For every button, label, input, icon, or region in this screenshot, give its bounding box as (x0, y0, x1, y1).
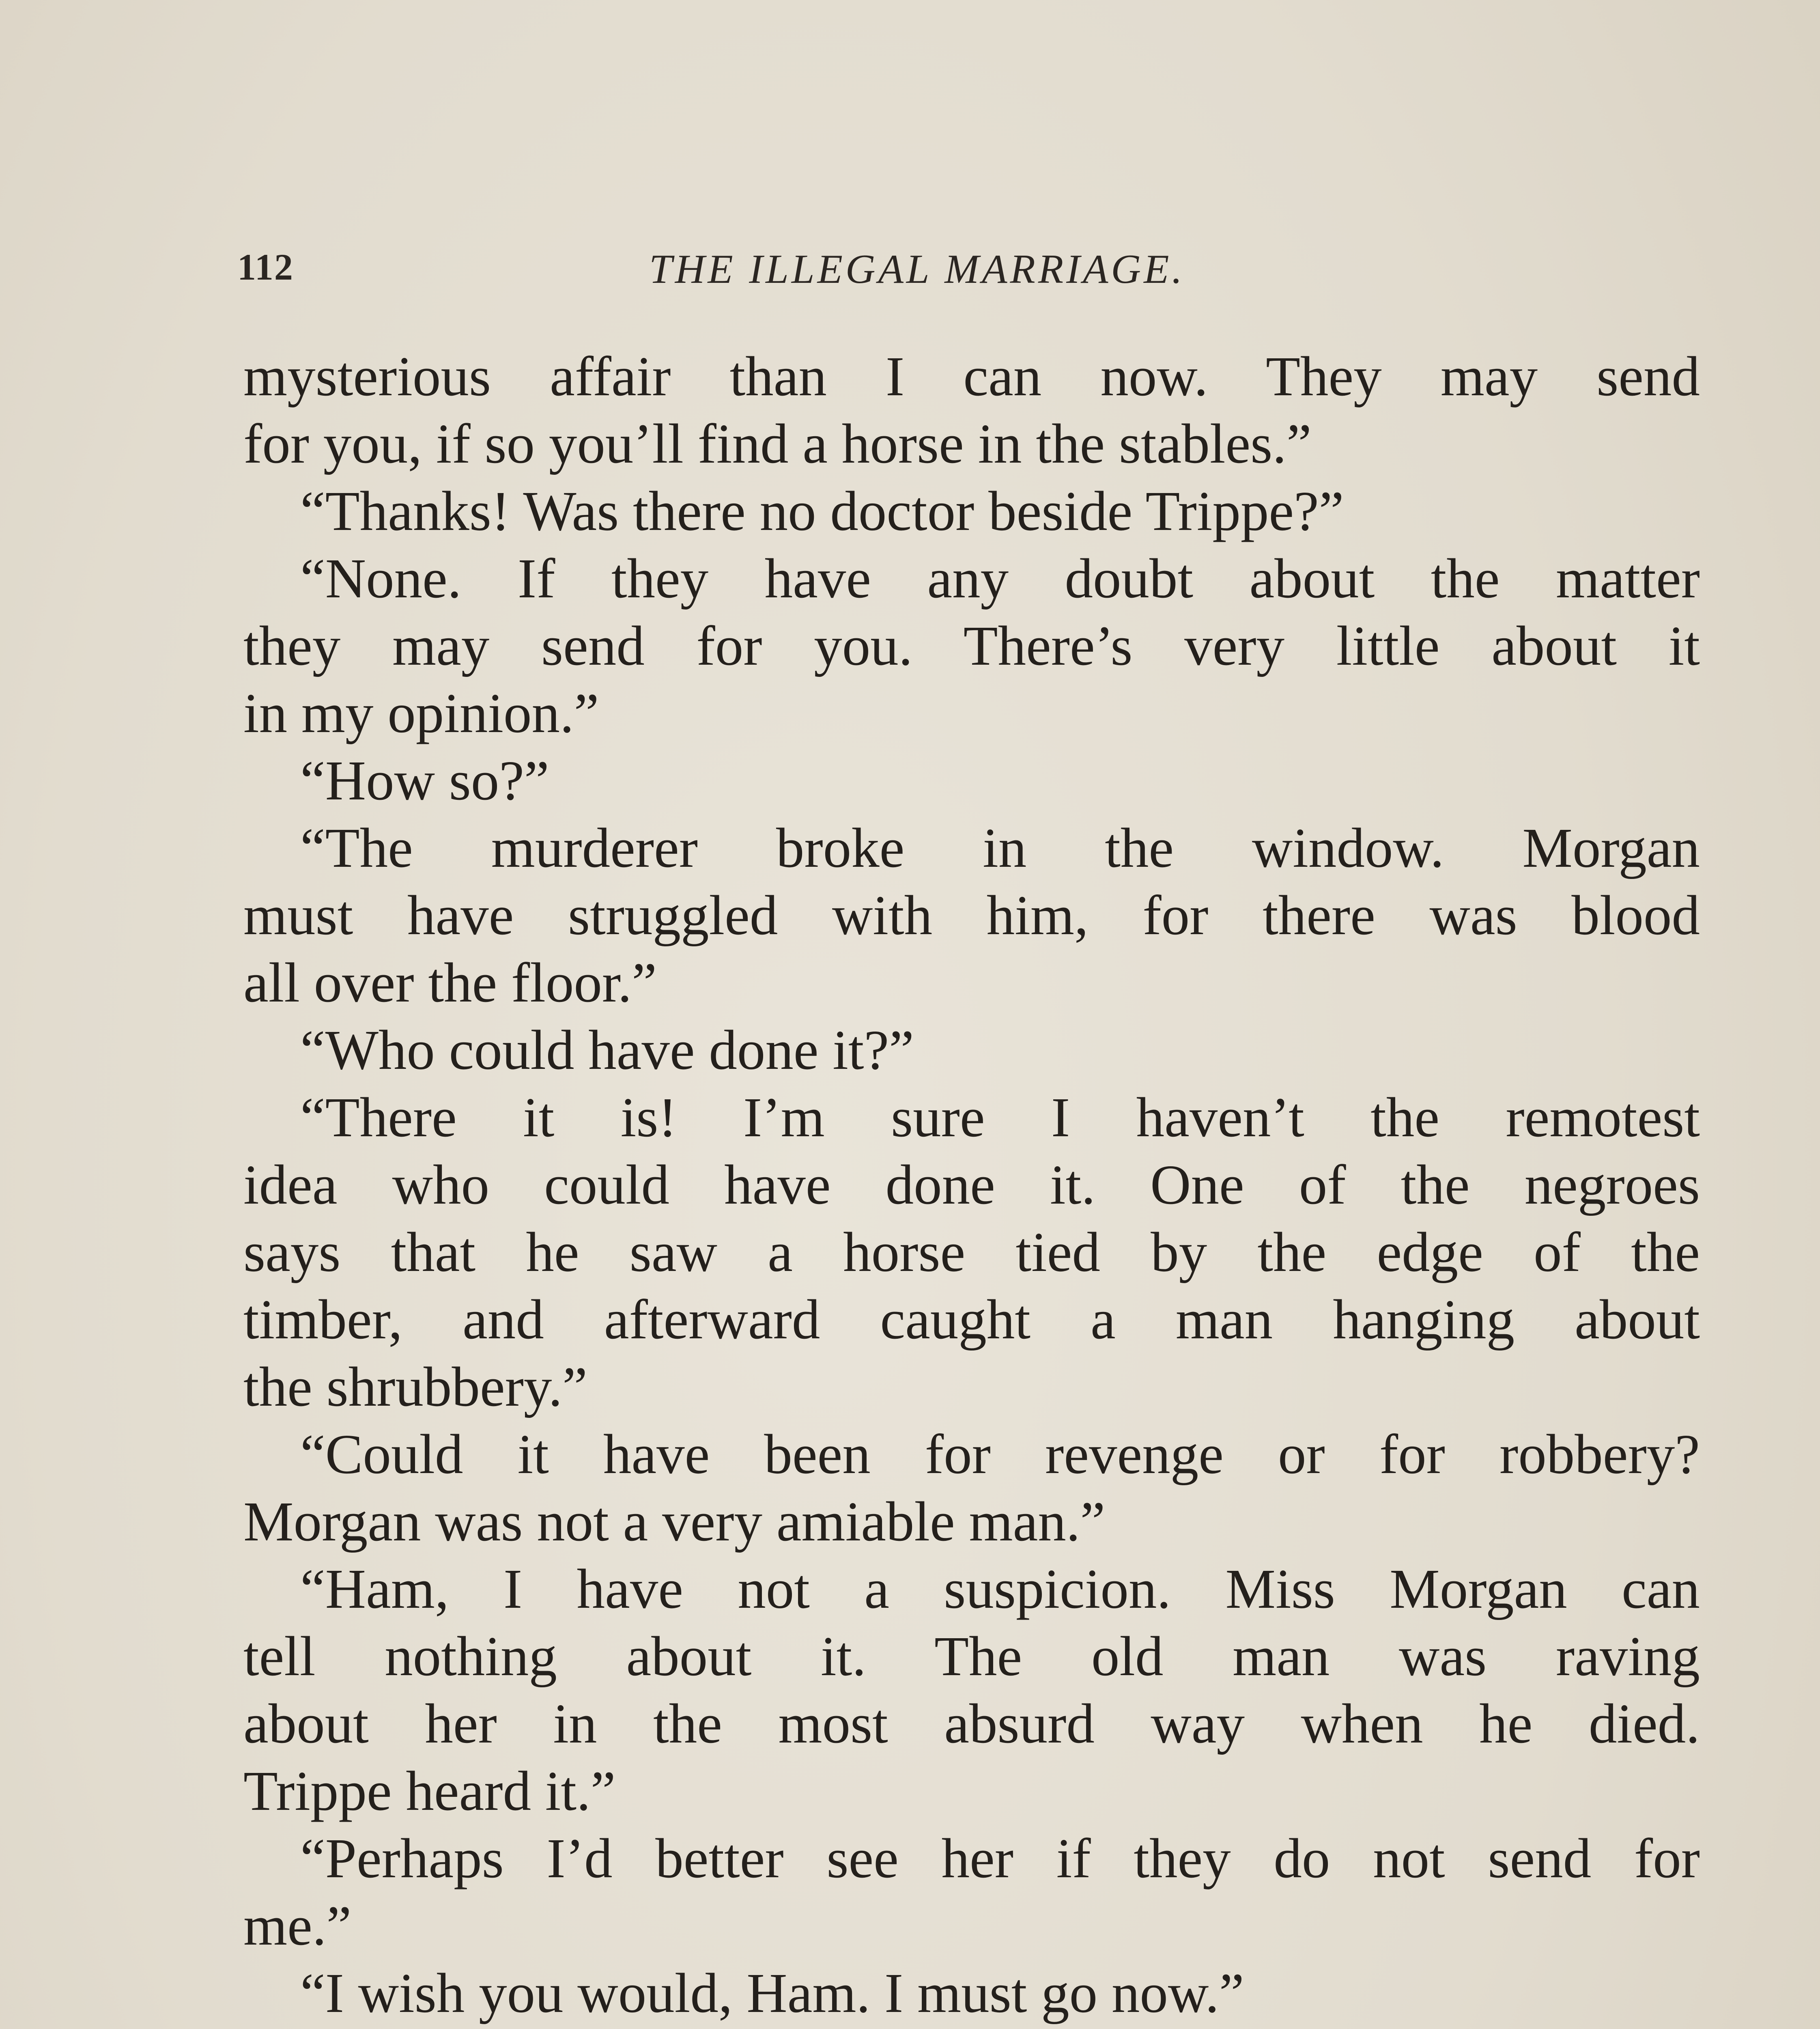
text-line: must have struggled with him, for there was blood (243, 884, 1700, 947)
text-line: Morgan was not a very amiable man.” (243, 1491, 1106, 1553)
text-line: “Perhaps I’d better see her if they do not send for (300, 1827, 1700, 1890)
text-line: “There it is! I’m sure I haven’t the remotest (300, 1086, 1700, 1149)
text-line: they may send for you. There’s very little about it (243, 615, 1700, 677)
page-number: 112 (237, 246, 294, 288)
text-line: tell nothing about it. The old man was raving (243, 1625, 1700, 1688)
running-head (237, 246, 1373, 298)
text-line: “Ham, I have not a suspicion. Miss Morgan can (300, 1558, 1700, 1620)
text-line: mysterious affair than I can now. They may send (243, 345, 1700, 408)
text-line: all over the floor.” (243, 952, 657, 1014)
text-line: “None. If they have any doubt about the matter (300, 547, 1700, 610)
text-line (243, 2027, 1700, 2029)
text-line: idea who could have done it. One of the negroes (243, 1154, 1700, 1216)
text-line: says that he saw a horse tied by the edge of the (243, 1221, 1700, 1284)
text-line: me.” (243, 1895, 352, 1957)
body-text (243, 343, 1700, 2029)
running-title: THE ILLEGAL MARRIAGE. (649, 246, 1185, 292)
text-line: “I wish you would, Ham. I must go now.” (300, 1962, 1244, 2025)
text-line: “Thanks! Was there no doctor beside Trippe?” (300, 480, 1344, 543)
text-line: Trippe heard it.” (243, 1760, 616, 1822)
text-line: “Who could have done it?” (300, 1019, 914, 1081)
text-line: timber, and afterward caught a man hanging about (243, 1288, 1700, 1351)
text-line: “Could it have been for revenge or for robbery? (300, 1423, 1700, 1486)
text-line: for you, if so you’ll find a horse in the stables.” (243, 413, 1312, 475)
text-line: in my opinion.” (243, 682, 599, 745)
text-line: the shrubbery.” (243, 1356, 587, 1418)
text-line: “The murderer broke in the window. Morgan (300, 817, 1700, 879)
text-line: “How so?” (300, 750, 549, 812)
text-line: about her in the most absurd way when he died. (243, 1693, 1700, 1755)
